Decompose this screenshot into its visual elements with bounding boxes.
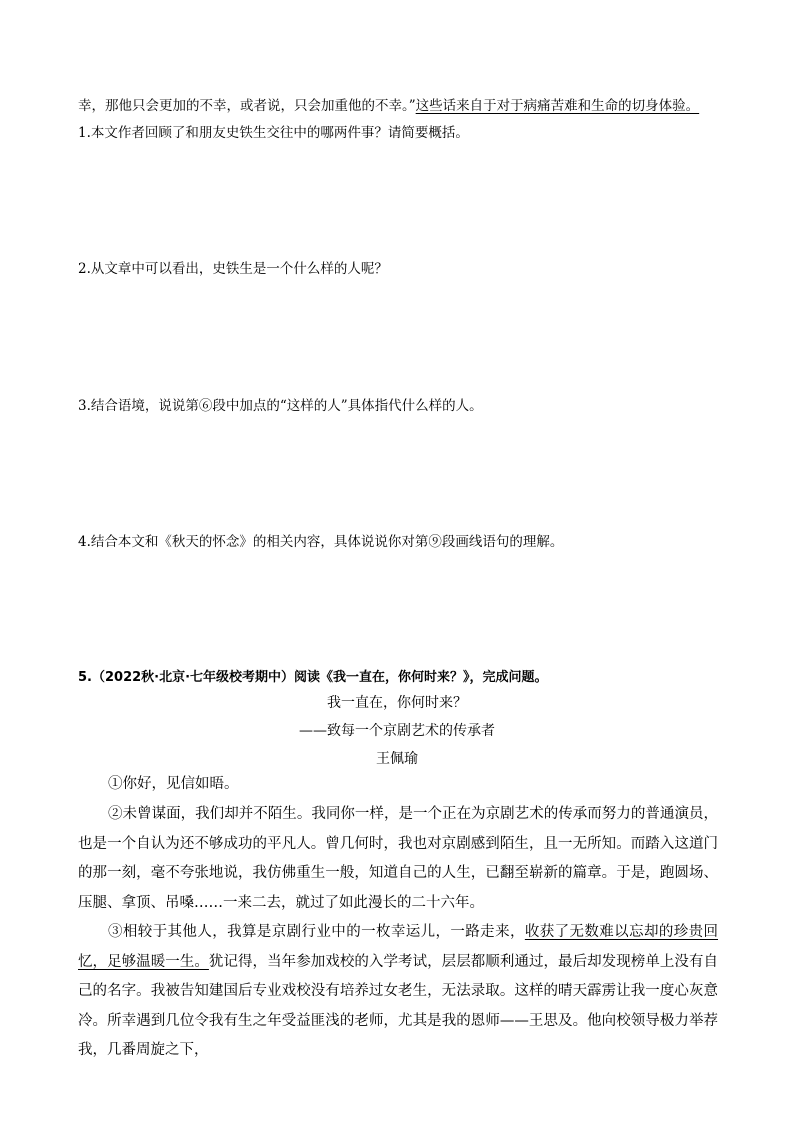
question-3: 3.结合语境，说说第⑥段中加点的“这样的人”具体指代什么样的人。 [78, 398, 483, 414]
article-paragraph-3 [78, 918, 718, 1066]
article-subtitle: ——致每一个京剧艺术的传承者 [299, 723, 495, 739]
question-2: 2.从文章中可以看出，史铁生是一个什么样的人呢？ [78, 261, 388, 277]
article-paragraph-2: ②未曾谋面，我们却并不陌生。我同你一样，是一个正在为京剧艺术的传承而努力的普通演员，也是一个自认为还不够成功的平凡人。曾几何时，我也对京剧感到陌生，且一无所知。而踏入这道门的那一刻，毫不夸张地说，我仿佛重生一般，知道自己的人生，已翻至崭新的篇章。于是，跑圆场、压腿、拿顶、吊嗓……一来二去，就过了如此漫长的二十六年。 [78, 806, 718, 911]
paragraph-3-underlined-text: 收获了无数难以忘却的珍贵回忆，足够温暖一生。 [78, 924, 719, 970]
question-1: 1.本文作者回顾了和朋友史铁生交往中的哪两件事？请简要概括。 [78, 125, 469, 141]
article-paragraph-1: ①你好，见信如晤。 [108, 776, 239, 792]
intro-underlined-text: 这些话来自于对于病痛苦难和生命的切身体验。 [415, 98, 700, 114]
paragraph-3-text: ③相较于其他人，我算是京剧行业中的一枚幸运儿，一路走来， [108, 924, 525, 940]
intro-line [78, 97, 699, 115]
question-5-heading: 5.（2022秋·北京·七年级校考期中）阅读《我一直在，你何时来？》，完成问题。 [78, 670, 548, 685]
paragraph-3-rest: 犹记得，当年参加戏校的入学考试，层层都顺利通过，最后却发现榜单上没有自己的名字。我被告知建国后专业戏校没有培养过女老生，无法录取。这样的晴天霹雳让我一度心灰意冷。所幸遇到几位令我有生之年受益匪浅的老师，尤其是我的恩师——王思及。他向校领导极力举荐我，几番周旋之下， [78, 953, 719, 1058]
article-title: 我一直在，你何时来？ [327, 695, 467, 711]
article-author: 王佩瑜 [376, 751, 418, 767]
question-4: 4.结合本文和《秋天的怀念》的相关内容，具体说说你对第⑨段画线语句的理解。 [78, 534, 564, 550]
intro-text: 幸，那他只会更加的不幸，或者说，只会加重他的不幸。” [78, 98, 416, 114]
